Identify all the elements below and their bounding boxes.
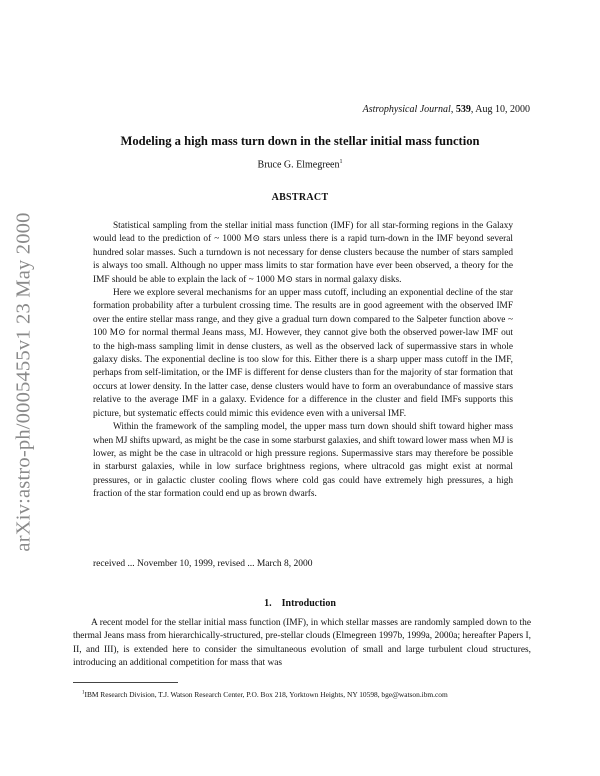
footnote-rule [73, 682, 178, 683]
abstract-heading: ABSTRACT [271, 192, 329, 203]
journal-reference: Astrophysical Journal, 539, Aug 10, 2000 [362, 104, 530, 115]
abstract-body [93, 220, 513, 502]
journal-name: Astrophysical Journal [362, 104, 451, 115]
author-footnote-mark: 1 [339, 159, 343, 165]
abstract-paragraph-3: Within the framework of the sampling model, the upper mass turn down should shift toward higher mass when MJ shifts upward, as might be the case in some starburst galaxies, and shift toward lower mass when MJ is lower, as might be the case in ultracold or high pressure regions. Supermassive stars may therefore be possible in starburst galaxies, while in low surface brightness regions, where ultracold gas might exist at normal pressures, or in galactic cluster cooling flows where cold gas could have extremely high pressures, a high fraction of the star formation could end up as brown dwarfs. [93, 422, 513, 500]
section-title: Introduction [281, 598, 336, 609]
author-name: Bruce G. Elmegreen [257, 159, 340, 171]
abstract-paragraph-1: Statistical sampling from the stellar initial mass function (IMF) for all star-forming regions in the Galaxy would lead to the prediction of ~ 1000 M⊙ stars unless there is a rapid turn-down in the IMF beyond several hundred solar masses. Such a turndown is not necessary for dense clusters because the number of stars sampled is always too small. Although no upper mass limits to star formation have ever been observed, a theory for the IMF should be able to explain the lack of ~ 1000 M⊙ stars in normal galaxy disks. [93, 221, 513, 285]
footnote-text: IBM Research Division, T.J. Watson Research Center, P.O. Box 218, Yorktown Heights, NY 10598, bge@watson.ibm.com [84, 690, 448, 699]
abstract-paragraph-2: Here we explore several mechanisms for an upper mass cutoff, including an exponential decline of the star formation probability after a turbulent crossing time. The results are in good agreement with the observed IMF over the entire stellar mass range, and they give a gradual turn down compared to the Salpeter function above ~ 100 M⊙ for normal thermal Jeans mass, MJ. However, they cannot give both the observed power-law IMF out to the high-mass sampling limit in dense clusters, as well as the observed lack of supermassive stars in whole galaxy disks. The exponential decline is too slow for this. Either there is a sharp upper mass cutoff in the IMF, perhaps from self-limitation, or the IMF is different for dense clusters than for the majority of star formation that occurs at lower density. In the latter case, dense clusters would have to form an overabundance of massive stars relative to the average IMF in a galaxy. Evidence for a difference in the cluster and field IMFs supports this picture, but systematic effects could mimic this evidence even with a universal IMF. [93, 288, 513, 419]
intro-paragraph: A recent model for the stellar initial mass function (IMF), in which stellar masses are randomly sampled down to the thermal Jeans mass from hierarchically-structured, pre-stellar clouds (Elmegreen 1997b, 1999a, 2000a; hereafter Papers I, II, and III), is extended here to consider the simultaneous evolution of small and large turbulent cloud structures, introducing an additional competition for mass that was [73, 618, 531, 669]
introduction-body [73, 617, 531, 671]
paper-title: Modeling a high mass turn down in the stellar initial mass function [120, 134, 480, 148]
journal-volume: 539 [455, 104, 471, 115]
section-number: 1. [264, 598, 272, 609]
arxiv-identifier [4, 192, 44, 572]
footnote [82, 690, 448, 699]
author-line [90, 159, 510, 170]
arxiv-id-text: arXiv:astro-ph/0005455v1 23 May 2000 [12, 212, 35, 552]
received-dates: received ... November 10, 1999, revised ... March 8, 2000 [93, 559, 313, 569]
section-heading [90, 598, 510, 609]
footnote-mark: 1 [82, 690, 85, 696]
journal-date: , Aug 10, 2000 [470, 104, 530, 115]
